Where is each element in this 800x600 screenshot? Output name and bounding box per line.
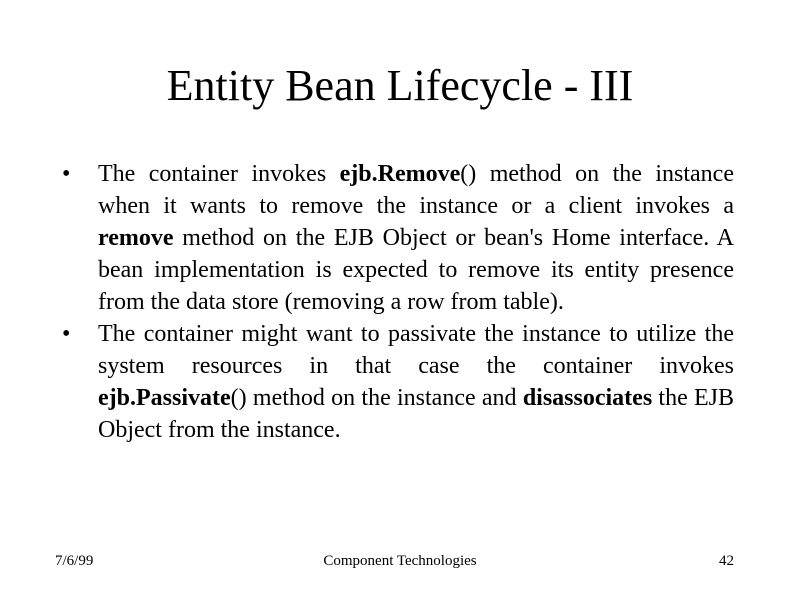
bullet-text bbox=[98, 318, 734, 446]
bullet-list bbox=[62, 158, 734, 446]
bullet-item bbox=[62, 158, 734, 318]
footer-title: Component Technologies bbox=[323, 553, 477, 569]
slide-title: Entity Bean Lifecycle - III bbox=[166, 61, 634, 110]
bullet-text-bold-segment: ejb.Passivate bbox=[98, 385, 231, 411]
bullet-text-segment: the EJB Object from the instance. bbox=[98, 385, 735, 443]
footer-page-number: 42 bbox=[719, 553, 734, 569]
bullet-text-segment: () method on the instance when it wants to remove the instance or a client invokes a bbox=[98, 161, 734, 219]
bullet-text-bold-segment: ejb.Remove bbox=[339, 161, 461, 187]
bullet-text-bold-segment: remove bbox=[98, 225, 174, 251]
bullet-text-segment: The container invokes bbox=[98, 161, 340, 187]
bullet-text bbox=[98, 158, 734, 318]
bullet-item bbox=[62, 318, 734, 446]
bullet-text-segment: The container might want to passivate the instance to utilize the system resources in that case the container invokes bbox=[98, 321, 734, 379]
bullet-text-segment: () method on the instance and bbox=[230, 385, 523, 411]
bullet-text-bold-segment: disassociates bbox=[522, 385, 653, 411]
footer-date: 7/6/99 bbox=[55, 553, 94, 569]
bullet-marker: • bbox=[62, 321, 71, 347]
bullet-text-segment: method on the EJB Object or bean's Home interface. A bean implementation is expected to remove its entity presence from the data store (removing a row from table). bbox=[98, 225, 734, 315]
bullet-marker: • bbox=[62, 161, 71, 187]
